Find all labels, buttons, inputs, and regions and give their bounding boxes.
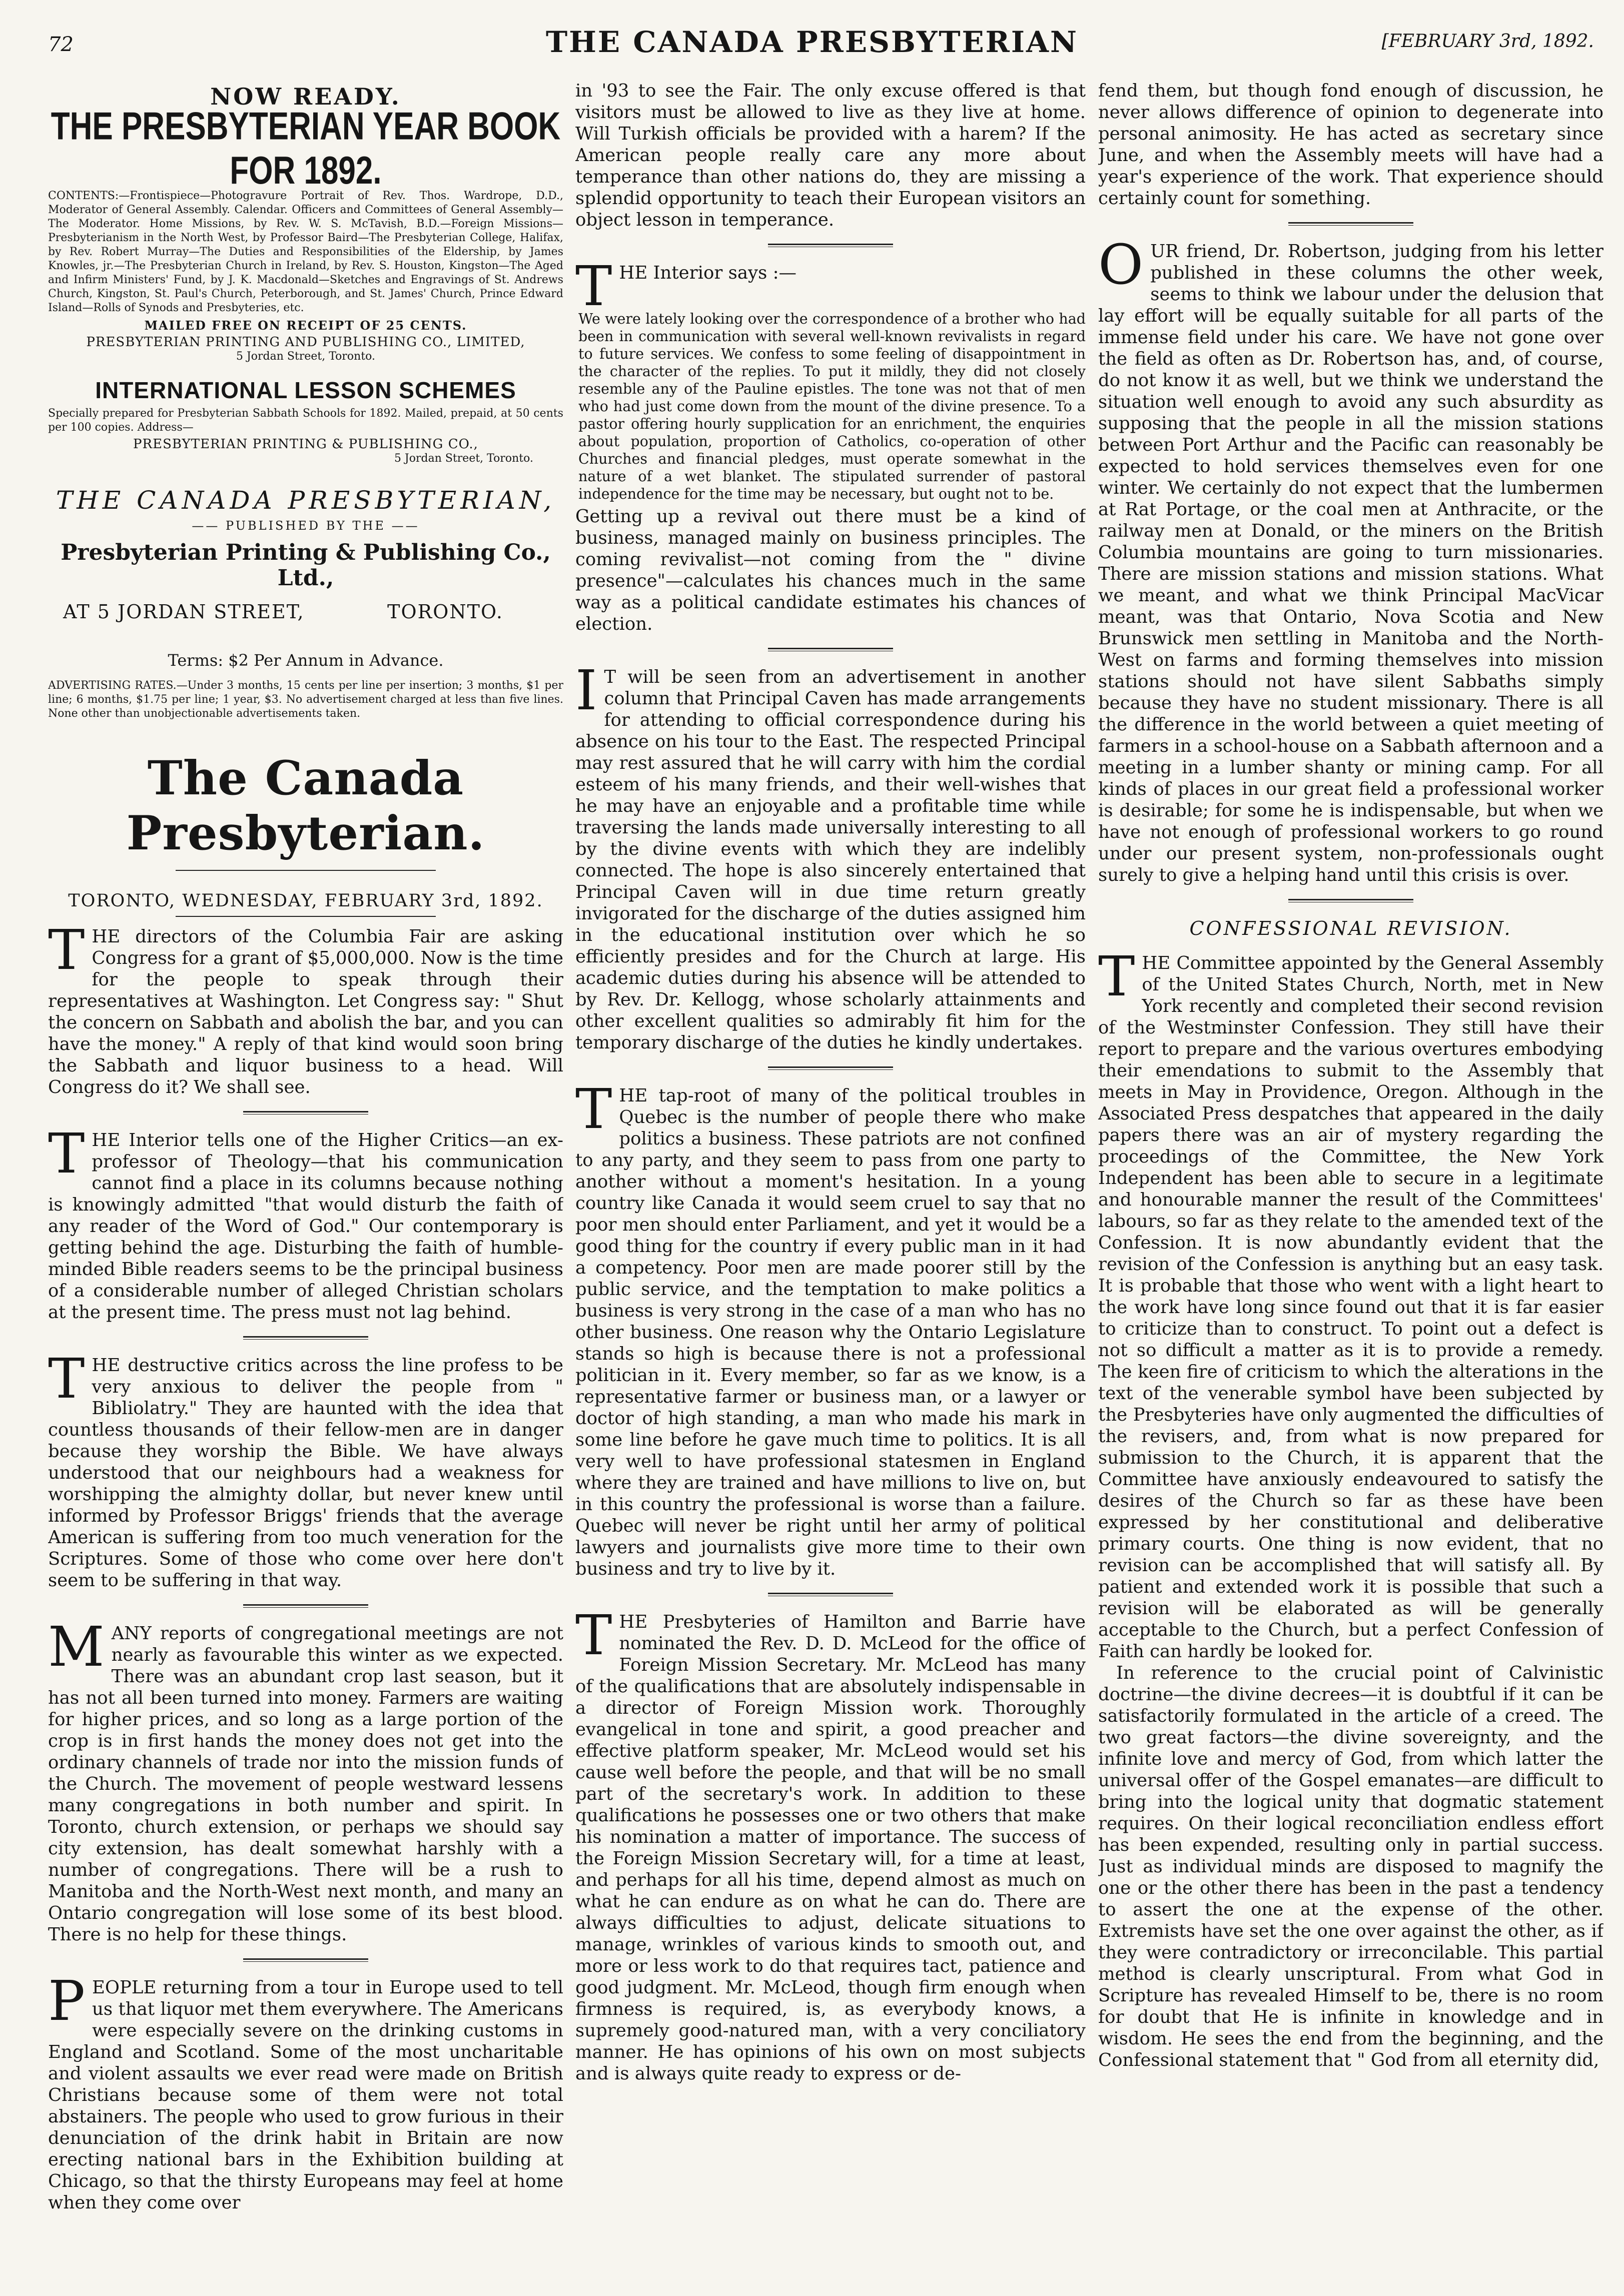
advertising-rates: ADVERTISING RATES.—Under 3 months, 15 cents per line per insertion; 3 months, $1 per line; 6 months, $1.75 per line; 1 year, $3. No advertisement charged at less than five lines. None other than unobjectionable advertisements taken. [48,679,563,720]
dateline: TORONTO, WEDNESDAY, FEBRUARY 3rd, 1892. [68,891,543,911]
running-title: THE CANADA PRESBYTERIAN [545,25,1079,59]
dateline-rule [176,916,436,917]
article-destructive-critics: THE destructive critics across the line profess to be very anxious to deliver the people from " Bibliolatry." They are haunted with the idea that countless thousands of their fellow-men are in danger because they worship the Bible. We have always understood that our neighbours had a weakness for worshipping the almighty dollar, but never knew until informed by Professor Briggs' friends that the average American is suffering from too much veneration for the Scriptures. Some of those who come over here don't seem to be suffering in that way. [48,1347,563,1591]
yearbook-title: THE PRESBYTERIAN YEAR BOOK FOR 1892. [51,105,561,193]
article-interior-critics: THE Interior tells one of the Higher Critics—an ex-professor of Theology—that his communication cannot find a place in its columns because nothing is knowingly admitted "that would disturb the faith of any reader of the Word of God." Our contemporary is getting behind the age. Disturbing the faith of humble-minded Bible readers seems to be the principal business of a considerable number of alleged Christian scholars at the present time. The press must not lag behind. [48,1121,563,1323]
separator-rule [1288,222,1413,226]
separator-rule [243,1604,368,1608]
masthead: The Canada Presbyterian. [126,751,485,861]
drop-cap: T [48,1121,85,1186]
column-middle [575,80,1086,2271]
separator-rule [243,1111,368,1114]
column-left [48,80,563,2271]
paper-title-caps: THE CANADA PRESBYTERIAN, [56,486,556,515]
drop-cap: T [1098,944,1135,1008]
running-date: [FEBRUARY 3rd, 1892. [1381,31,1594,52]
now-ready-heading: NOW READY. [210,83,401,110]
lesson-schemes-publisher: PRESBYTERIAN PRINTING & PUBLISHING CO., [133,437,478,452]
drop-cap: M [48,1615,105,1679]
article-europe-liquor: PEOPLE returning from a tour in Europe used to tell us that liquor met them everywhere. The Americans were especially severe on the drinking customs in England and Scotland. Some of the most uncharitable and violent assaults we ever read were made on British Christians because some of them were not total abstainers. The people who used to grow furious in their denunciation of the drink habit in Britain are now erecting national bars in the Exhibition building at Chicago, so that the thirsty Europeans may feel at home when they come over [48,1969,563,2213]
page-number: 72 [48,33,74,56]
separator-rule [768,648,893,651]
drop-cap: T [48,918,85,982]
article-quebec-politics: THE tap-root of many of the political troubles in Quebec is the number of people there who make politics a business. These patriots are not confined to any party, and they seem to pass from one party to another without a moment's hesitation. In a young country like Canada it would seem cruel to say that no poor men should enter Parliament, and yet it would be a good thing for the country if every public man in it had a competency. Poor men are made poorer still by the public service, and the temptation to make politics a business is very strong in the case of a man who has no other business. One reason why the Ontario Legislature stands so high is because there is not a professional politician in it. Every member, so far as we know, is a representative farmer or business man, or a lawyer or doctor of high standing, a man who made his mark in some line before he gave much time to politics. It is all very well to have professional statesmen in England where they are trained and have millions to live on, but in this country the professional is worse than a failure. Quebec will never be right until her army of political lawyers and journalists give more time to their own business and try to live by it. [575,1077,1086,1579]
published-by: —— PUBLISHED BY THE —— [192,519,420,533]
yearbook-contents: CONTENTS:—Frontispiece—Photogravure Portrait of Rev. Thos. Wardrope, D.D., Moderator of General Assembly. Calendar. Officers and Committees of General Assembly—The Moderator. Home Missions, by Rev. W. S. McTavish, B.D.—Foreign Missions—Presbyterianism in the North West, by Professor Baird—The Presbyterian College, Halifax, by Rev. Robert Murray—The Duties and Responsibilities of the Eldership, by James Knowles, jr.—The Presbyterian Church in Ireland, by Rev. S. Houston, Kingston—The Aged and Infirm Ministers' Fund, by J. K. Macdonald—Sketches and Engravings of St. Andrews Church, Kingston, St. Paul's Church, Peterborough, and St. James' Church, Prince Edward Island—Rolls of Synods and Presbyteries, etc. [48,190,563,314]
article-europe-liquor-cont: in '93 to see the Fair. The only excuse offered is that visitors must be allowed to live as they live at home. Will Turkish officials be provided with a harem? If the American people really care any more about temperance than other nations do, they are missing a splendid opportunity to teach their European visitors an object lesson in temperance. [575,81,1086,230]
drop-cap: T [575,254,612,318]
article-mcleod-cont: fend them, but though fond enough of discussion, he never allows difference of opinion to degenerate into personal animosity. He has acted as secretary since June, and when the Assembly meets will have had a year's experience of the work. That experience should certainly count for something. [1098,81,1603,209]
publisher-address: 5 Jordan Street, Toronto. [236,350,376,363]
revival-business-text: Getting up a revival out there must be a kind of business, managed mainly on business principles. The coming revivalist—not coming from the " divine presence"—calculates his chances much in the same way as a political candidate estimates his chances of election. [575,506,1086,634]
interior-quotation: We were lately looking over the correspondence of a brother who had been in communication with several well-known revivalists in regard to future services. We confess to some feeling of disappointment in the character of the replies. To put it mildly, they did not closely resemble any of the Pauline epistles. The tone was not that of men who had just come down from the mount of the divine presence. To a pastor offering hourly supplication for an enrichment, the enquiries about population, proportion of Catholics, co-operation of other Churches and financial pledges, must operate somewhat in the nature of a wet blanket. The stipulated surrender of pastoral independence for the time may be necessary, but ought not to be. [578,311,1086,502]
drop-cap: P [48,1969,86,2033]
drop-cap: I [575,658,597,722]
separator-rule [768,244,893,247]
company-name: Presbyterian Printing & Publishing Co., Ltd., [61,540,551,591]
separator-rule [768,1066,893,1070]
lesson-schemes-text: Specially prepared for Presbyterian Sabbath Schools for 1892. Mailed, prepaid, at 50 cents per 100 copies. Address— [48,407,563,434]
article-mcleod-nomination: THE Presbyteries of Hamilton and Barrie have nominated the Rev. D. D. McLeod for the office of Foreign Mission Secretary. Mr. McLeod has many of the qualifications that are absolutely indispensable in a director of Foreign Mission work. Thoroughly evangelical in tone and spirit, a good preacher and effective platform speaker, Mr. McLeod would set his cause well before the people, and that will be no small part of the secretary's work. In addition to these qualifications he possesses one or two others that make his nomination a matter of importance. The success of the Foreign Mission Secretary will, for a time at least, and perhaps for all his time, depend almost as much on what he can endure as on what he can do. There are always difficulties to adjust, delicate situations to manage, wrinkles of various kinds to smooth out, and more or less work to do that requires tact, patience and good judgment. Mr. McLeod, though firm enough when firmness is required, is, as everybody knows, a supremely good-natured man, with a very conciliatory manner. He has opinions of his own on most subjects and is always quite ready to express or de- [575,1603,1086,2084]
office-street: AT 5 JORDAN STREET, [63,601,305,623]
article-principal-caven: I T will be seen from an advertisement in another column that Principal Caven has made arrangements for attending to official correspondence during his absence on his tour to the East. The respected Principal may rest assured that he will carry with him the cordial esteem of his many friends, and their well-wishes that he may have an enjoyable and a profitable time while traversing the lands made universally interesting to all by the divine events with which they are indelibly connected. The hope is also sincerely entertained that Principal Caven will in due time return greatly invigorated for the discharge of the duties assigned him in the educational institution over which he so efficiently presides and for the Church at large. His academic duties during his absence will be attended to by Rev. Dr. Kellogg, whose scholarly attainments and other excellent qualities so admirably fit him for the temporary discharge of the duties he kindly undertakes. [575,658,1086,1053]
lesson-schemes-address: 5 Jordan Street, Toronto. [394,452,533,465]
drop-cap: T [575,1603,612,1667]
article-confessional-revision: THE Committee appointed by the General Assembly of the United States Church, North, met in New York recently and completed their second revision of the Westminster Confession. They still have their report to prepare and the various overtures embodying their emendations to submit to the Assembly that meets in May in Providence, Oregon. Although in the Associated Press despatches that appeared in the daily papers there was an air of mystery regarding the proceedings of the Committee, the New York Independent has been able to secure in a legitimate and honourable manner the result of the Committees' labours, so far as they relate to the amended text of the Confession. It is now abundantly evident that the revision of the Confession is anything but an easy task. It is probable that those who went with a light heart to the work have long since found out that it is far easier to criticize than to construct. To point out a defect is not so difficult a matter as it is to provide a remedy. The keen fire of criticism to which the alterations in the text of the venerable symbol have been subjected by the Presbyteries have only augmented the difficulties of the revisers, and, from what is now prepared for submission to the Church, it is apparent that the Committee have anxiously endeavoured to satisfy the desires of the Church so far as these have been expressed by her constitutional and deliberative primary courts. One thing is now evident, that no revision can be accomplished that will satisfy all. By patient and extended work it is possible that such a revision will be elaborated as will be generally acceptable to the Church, but a perfect Confession of Faith can hardly be looked for. [1098,944,1603,1662]
office-city: TORONTO. [387,601,503,623]
mailed-free-notice: MAILED FREE ON RECEIPT OF 25 CENTS. [144,318,467,333]
publisher-name: PRESBYTERIAN PRINTING AND PUBLISHING CO., LIMITED, [86,335,525,350]
separator-rule [1288,899,1413,902]
lesson-schemes-title: INTERNATIONAL LESSON SCHEMES [95,377,516,403]
separator-rule [768,1593,893,1596]
separator-rule [243,1336,368,1340]
page-header [0,0,1624,65]
drop-cap: T [48,1347,85,1411]
confessional-revision-heading: CONFESSIONAL REVISION. [1189,917,1512,939]
article-divine-decrees: In reference to the crucial point of Calvinistic doctrine—the divine decrees—it is doubtful if it can be satisfactorily formulated in the article of a creed. The two great factors—the divine sovereignty, and the infinite love and mercy of God, from which latter the universal offer of the Gospel emanates—are difficult to bring into the logical unity that dogmatic statement requires. On their logical reconciliation endless effort has been expended, resulting only in partial success. Just as individual minds are disposed to magnify the one or the other there has been in the past a tendency to assert the one at the expense of the other. Extremists have set the one over against the other, as if they were contradictory or irreconcilable. This partial method is clearly unscriptural. From what God in Scripture has revealed Himself to be, there is no room for doubt that He is infinite in knowledge and in wisdom. He sees the end from the beginning, and the Confessional statement that " God from all eternity did, [1098,1663,1603,2070]
drop-cap: O [1098,233,1144,297]
drop-cap: T [575,1077,612,1141]
article-columbia-fair: THE directors of the Columbia Fair are asking Congress for a grant of $5,000,000. Now is the time for the people to speak through their representatives at Washington. Let Congress say: " Shut the concern on Sabbath and abolish the bar, and you can have the money." A reply of that kind would soon bring the Sabbath and liquor business to a head. Will Congress do it? We shall see. [48,918,563,1097]
column-right [1098,80,1603,2271]
article-interior-revivalists: THE Interior says :— [575,254,797,318]
separator-rule [243,1958,368,1962]
subscription-terms: Terms: $2 Per Annum in Advance. [168,651,444,670]
article-dr-robertson: OUR friend, Dr. Robertson, judging from his letter published in these columns the other week, seems to think we labour under the delusion that lay effort will be equally suitable for all parts of the immense field under his care. We have not gone over the field as often as Dr. Robertson has, and, of course, do not know it as well, but we think we understand the situation well enough to avoid any such absurdity as supposing that the people in all the mission stations between Port Arthur and the Pacific can reasonably be expected to hold services themselves even for one winter. We certainly do not expect that the lumbermen at Rat Portage, or the coal men at Anthracite, or the railway men at Donald, or the miners on the British Columbia mountains are going to turn missionaries. There are mission stations and mission stations. What we meant, and what we think Principal MacVicar meant, was that Ontario, Nova Scotia and New Brunswick men settling in Manitoba and the North-West on farms and forming themselves into mission stations should not have silent Sabbaths simply because they have no student missionary. There is all the difference in the world between a quiet meeting of farmers in a school-house on a Sabbath afternoon and a meeting in a lumber shanty or mining camp. For all kinds of places in our great field a professional worker is desirable; for some he is indispensable, but when we have not enough of professional workers to go round under our present system, non-professionals ought surely to give a helping hand until this crisis is over. [1098,233,1603,885]
masthead-rule [176,870,436,871]
office-address [63,601,563,623]
article-congregational-meetings: MANY reports of congregational meetings are not nearly as favourable this winter as we expected. There was an abundant crop last season, but it has not all been turned into money. Farmers are waiting for higher prices, and so long as a large portion of the crop is in first hands the money does not get into the ordinary channels of trade nor into the mission funds of the Church. The movement of people westward lessens many congregations in both number and spirit. In Toronto, church extension, or perhaps we should say city extension, has dealt somewhat harshly with a number of congregations. There will be a rush to Manitoba and the North-West next month, and many an Ontario congregation will lose some of its best blood. There is no help for these things. [48,1615,563,1945]
